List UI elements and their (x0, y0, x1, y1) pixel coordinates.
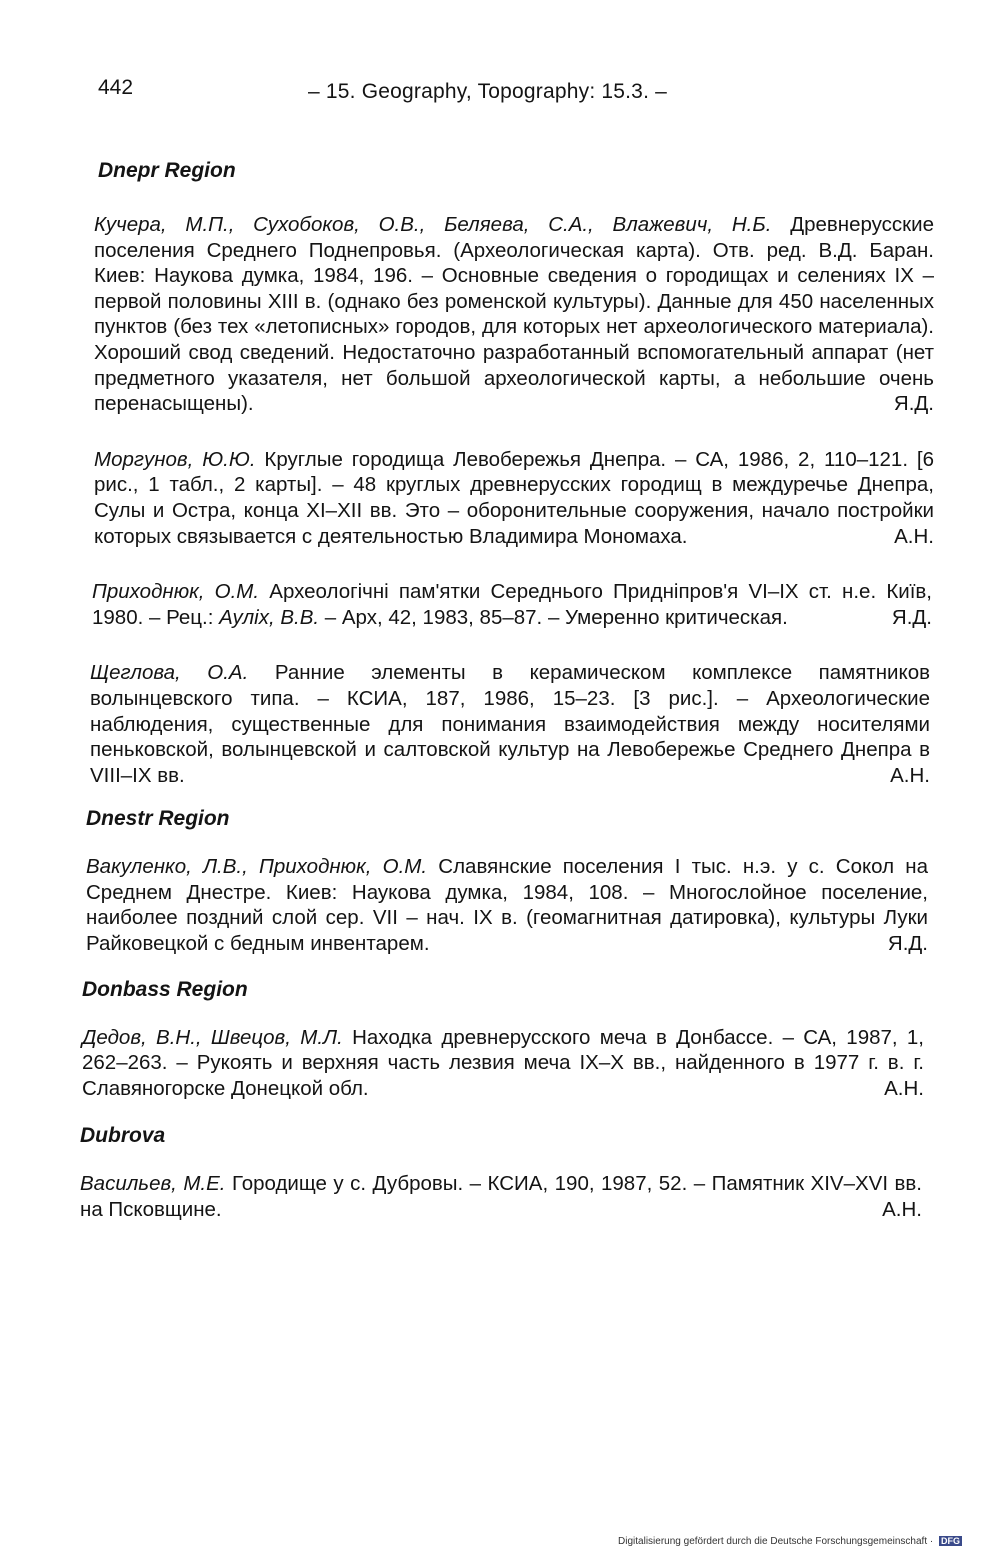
page-content (82, 156, 942, 1223)
running-head: – 15. Geography, Topography: 15.3. – (308, 80, 668, 103)
entry-reviewer: А.Н. (884, 1076, 924, 1100)
entry-reviewer: Я.Д. (893, 392, 934, 416)
entry-authors: Приходнюк, О.М. (92, 580, 260, 604)
entry-text: Археологічні пам'ятки Середнього Придніпров'я VI–IX ст. н.е. Київ, 1980. – Рец.: (92, 580, 933, 629)
entry-reviewed-author: Ауліх, В.В. (219, 605, 320, 629)
page-header (98, 76, 940, 106)
entry-text: Славянские поселения I тыс. н.э. у с. Сокол на Среднем Днестре. Киев: Наукова думка, 1984, 108. – Многослойное поселение, наиболее поздний слой сер. VII – нач. IX в. (геомагнитная датировка), культуры Луки Райковецкой с бедным инвентарем. (86, 855, 929, 956)
bibliography-entry (94, 212, 934, 417)
entry-text-continued: – Арх, 42, 1983, 85–87. – Умеренно критическая. (324, 605, 788, 629)
entry-text: Городище у с. Дубровы. – КСИА, 190, 1987, 52. – Памятник XIV–XVI вв. на Псковщине. (80, 1172, 922, 1222)
bibliography-entry (94, 447, 934, 549)
entry-reviewer: Я.Д. (887, 932, 928, 956)
bibliography-entry (90, 660, 930, 788)
entry-reviewer: А.Н. (894, 524, 934, 548)
bibliography-entry (82, 1025, 924, 1102)
entry-authors: Вакуленко, Л.В., Приходнюк, О.М. (86, 855, 428, 879)
dfg-logo: DFG (941, 1536, 960, 1547)
entry-reviewer: Я.Д. (891, 605, 932, 629)
entry-authors: Щеглова, О.А. (90, 661, 249, 685)
entry-authors: Кучера, М.П., Сухобоков, О.В., Беляева, С.А., Влажевич, Н.Б. (94, 213, 772, 236)
entry-text: Ранние элементы в керамическом комплексе памятников волынцевского типа. – КСИА, 187, 1986, 15–23. [3 рис.]. – Археологические наблюдения, существенные для понимания взаимодействия между носителями пеньковской, волынцевской и салтовской культур на Левобережье Среднего Днепра в VIII–IX вв. (90, 661, 930, 787)
bibliography-entry (86, 854, 928, 956)
entry-authors: Васильев, М.Е. (80, 1172, 226, 1196)
entry-text: Древнерусские поселения Среднего Поднепровья. (Археологическая карта). Отв. ред. В.Д. Баран. Киев: Наукова думка, 1984, 196. – Основные сведения о городищах и селениях IX – первой половины XIII в. (однако без роменской культуры). Данные для 450 населенных пунктов (без тех «летописных» городов, для которых нет археологического материала). Хороший свод сведений. Недостаточно разработанный вспомогательный аппарат (нет предметного указателя, нет большой археологической карты, а небольшие очень перенасыщены). (94, 213, 934, 416)
page-number: 442 (98, 76, 134, 99)
entry-reviewer: А.Н. (890, 763, 930, 787)
digitization-credit (618, 1536, 962, 1547)
entry-authors: Моргунов, Ю.Ю. (94, 447, 256, 471)
entry-reviewer: А.Н. (882, 1198, 922, 1222)
entry-text: Находка древнерусского меча в Донбассе. – СА, 1987, 1, 262–263. – Рукоять и верхняя часть лезвия меча IX–X вв., найденного в 1977 г. в. г. Славяногорске Донецкой обл. (82, 1025, 924, 1100)
bibliography-entry (92, 579, 932, 630)
bibliography-entry (80, 1171, 922, 1222)
section-heading-dnepr: Dnepr Region (98, 159, 236, 182)
section-heading-dubrova: Dubrova (80, 1124, 166, 1148)
digitization-credit-text: Digitalisierung gefördert durch die Deutsche Forschungsgemeinschaft · (618, 1536, 934, 1547)
section-heading-dnestr: Dnestr Region (86, 807, 230, 831)
section-heading-donbass: Donbass Region (82, 977, 248, 1001)
entry-text: Круглые городища Левобережья Днепра. – СА, 1986, 2, 110–121. [6 рис., 1 табл., 2 карты]. – 48 круглых древнерусских городищ в междуречье Днепра, Сулы и Остра, конца XI–XII вв. Это – оборонительные сооружения, начало постройки которых связывается с деятельностью Владимира Мономаха. (94, 447, 934, 548)
entry-authors: Дедов, В.Н., Швецов, М.Л. (82, 1025, 343, 1049)
